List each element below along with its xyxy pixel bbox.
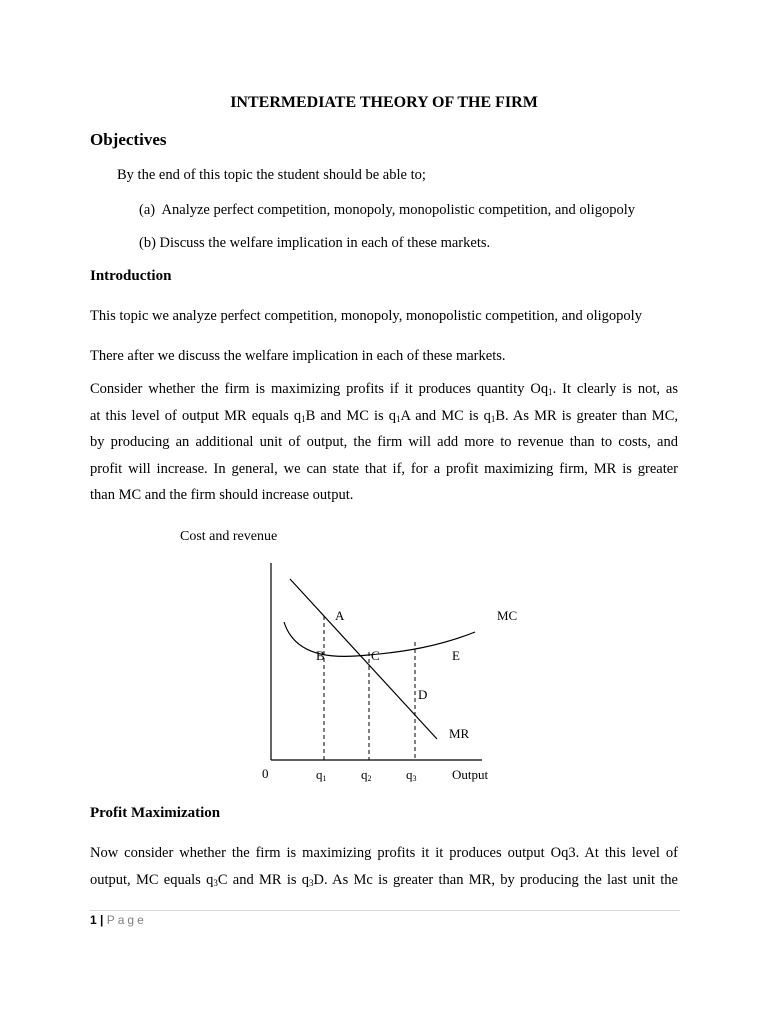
objectives-intro: By the end of this topic the student should be able to; [117, 167, 426, 183]
tick-q2: q2 [361, 767, 372, 783]
intro-paragraph-2: There after we discuss the welfare implication in each of these markets. [90, 348, 506, 364]
point-e-label: E [452, 648, 460, 663]
page-footer [90, 913, 147, 927]
mc-label: MC [497, 608, 518, 623]
point-a-label: A [335, 608, 345, 623]
profit-maximization-heading: Profit Maximization [90, 805, 221, 821]
paragraph-line: by producing an additional unit of output, the firm will add more to revenue than to costs, and [90, 434, 678, 450]
tick-q3: q3 [406, 767, 417, 783]
paragraph-line: than MC and the firm should increase output. [90, 487, 354, 503]
x-axis-label: Output [452, 767, 489, 782]
point-b-label: B [316, 648, 325, 663]
origin-label: 0 [262, 766, 269, 781]
point-d-label: D [418, 687, 428, 702]
objective-marker: (a) [139, 202, 156, 218]
objective-text: Discuss the welfare implication in each of these markets. [159, 235, 491, 251]
tick-q1: q1 [316, 767, 327, 783]
paragraph-line: Consider whether the firm is maximizing profits if it produces quantity $Oq_1$. It clearly is not, as [90, 381, 678, 397]
objectives-heading: Objectives [90, 130, 167, 149]
paragraph-line: Now consider whether the firm is maximizing profits it it produces output Oq3. At this level of [90, 845, 678, 861]
page-title: INTERMEDIATE THEORY OF THE FIRM [230, 94, 538, 111]
paragraph-line: output, MC equals $q_3C$ and MR is $q_3D$. As Mc is greater than MR, by producing the last unit the [90, 871, 678, 888]
introduction-heading: Introduction [90, 268, 172, 284]
y-axis-label: Cost and revenue [180, 529, 278, 544]
point-c-label: C [371, 648, 380, 663]
intro-paragraph-1: This topic we analyze perfect competition, monopoly, monopolistic competition, and oligopoly [90, 308, 642, 324]
footer-separator: | [100, 913, 104, 927]
objective-marker: (b) [139, 235, 156, 251]
profit-paragraph [90, 840, 678, 893]
mr-label: MR [449, 726, 470, 741]
objective-text: Analyze perfect competition, monopoly, monopolistic competition, and oligopoly [161, 202, 635, 218]
page-number: 1 [90, 913, 97, 927]
paragraph-line: at this level of output MR equals $q_1B$ and MC is $q_1A$ and MC is $q_1B$. As MR is greater than MC, [90, 407, 678, 424]
paragraph-line: profit will increase. In general, we can state that if, for a profit maximizing firm, MR is greater [90, 460, 678, 477]
page-label: Page [106, 913, 147, 927]
footer-divider [90, 910, 680, 911]
